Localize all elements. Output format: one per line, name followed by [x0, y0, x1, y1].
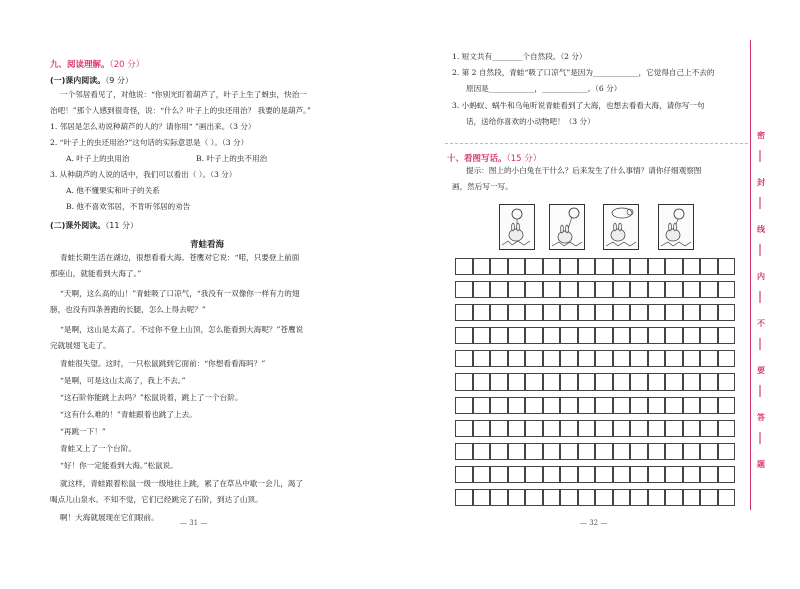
grid-cell[interactable] — [665, 489, 683, 506]
grid-cell[interactable] — [700, 281, 718, 298]
grid-cell[interactable] — [455, 420, 473, 437]
grid-cell[interactable] — [508, 373, 526, 390]
grid-cell[interactable] — [508, 327, 526, 344]
grid-cell[interactable] — [508, 258, 526, 275]
grid-cell[interactable] — [508, 281, 526, 298]
grid-cell[interactable] — [683, 350, 701, 367]
grid-cell[interactable] — [543, 281, 561, 298]
grid-cell[interactable] — [508, 443, 526, 460]
story-line: “天啊，这么高的山！”青蛙吸了口凉气，“我没有一双像你一样有力的翅 — [60, 289, 300, 298]
rabbit-balloon-floating-icon — [658, 204, 694, 250]
grid-cell[interactable] — [543, 466, 561, 483]
grid-cell[interactable] — [578, 304, 596, 321]
grid-cell[interactable] — [613, 466, 631, 483]
grid-cell[interactable] — [455, 281, 473, 298]
q3-option-a: A. 他不懂果实和叶子的关系 — [66, 186, 160, 195]
grid-cell[interactable] — [455, 350, 473, 367]
grid-cell[interactable] — [490, 466, 508, 483]
grid-cell[interactable] — [665, 466, 683, 483]
grid-cell[interactable] — [473, 489, 491, 506]
grid-cell[interactable] — [700, 327, 718, 344]
grid-cell[interactable] — [525, 304, 543, 321]
grid-cell[interactable] — [595, 373, 613, 390]
right-question-2: 2. 第 2 自然段，青蛙“吸了口凉气”是因为____________，它觉得自己上不去的 — [452, 68, 715, 77]
grid-cell[interactable] — [543, 443, 561, 460]
part1-question-2: 2. “叶子上的虫还用治?”这句话的实际意思是（ ）。（3 分） — [50, 138, 249, 147]
story-line: “是啊，可是这山太高了，我上不去。” — [60, 376, 186, 385]
grid-cell[interactable] — [718, 420, 736, 437]
grid-cell[interactable] — [473, 281, 491, 298]
grid-cell[interactable] — [648, 281, 666, 298]
grid-cell[interactable] — [665, 258, 683, 275]
grid-cell[interactable] — [560, 397, 578, 414]
grid-cell[interactable] — [595, 397, 613, 414]
grid-cell[interactable] — [560, 443, 578, 460]
sidebar-char: 内 — [757, 272, 765, 281]
grid-cell[interactable] — [683, 420, 701, 437]
part2-heading: (二)课外阅读。（11 分） — [50, 221, 139, 230]
grid-cell[interactable] — [490, 258, 508, 275]
grid-cell[interactable] — [700, 258, 718, 275]
grid-cell[interactable] — [613, 327, 631, 344]
grid-cell[interactable] — [718, 443, 736, 460]
sidebar-dash — [759, 338, 761, 350]
q2-option-a: A. 叶子上的虫用治 — [66, 154, 130, 163]
grid-cell[interactable] — [525, 373, 543, 390]
sidebar-dash — [759, 432, 761, 444]
grid-cell[interactable] — [578, 397, 596, 414]
grid-cell[interactable] — [473, 466, 491, 483]
grid-cell[interactable] — [718, 350, 736, 367]
grid-cell[interactable] — [473, 304, 491, 321]
grid-cell[interactable] — [613, 489, 631, 506]
grid-cell[interactable] — [665, 443, 683, 460]
grid-cell[interactable] — [613, 281, 631, 298]
grid-cell[interactable] — [525, 420, 543, 437]
grid-cell[interactable] — [473, 420, 491, 437]
grid-cell[interactable] — [630, 304, 648, 321]
grid-cell[interactable] — [613, 397, 631, 414]
sidebar-char: 线 — [757, 225, 765, 234]
grid-cell[interactable] — [525, 397, 543, 414]
grid-cell[interactable] — [718, 489, 736, 506]
grid-cell[interactable] — [700, 373, 718, 390]
grid-cell[interactable] — [595, 489, 613, 506]
grid-cell[interactable] — [648, 466, 666, 483]
part1-line: 治吧！”那个人感到很奇怪，说：“什么？叶子上的虫还用治？ 我要的是葫芦。” — [50, 106, 311, 115]
story-line: 青蛙又上了一个台阶。 — [60, 444, 136, 453]
grid-cell[interactable] — [648, 304, 666, 321]
grid-cell[interactable] — [613, 350, 631, 367]
story-line: “这石阶你能跳上去吗？”松鼠说着，跳上了一个台阶。 — [60, 393, 243, 402]
grid-cell[interactable] — [508, 420, 526, 437]
grid-cell[interactable] — [683, 443, 701, 460]
grid-cell[interactable] — [455, 373, 473, 390]
grid-cell[interactable] — [455, 489, 473, 506]
grid-cell[interactable] — [473, 373, 491, 390]
story-line: “好！你一定能看到大海。”松鼠说。 — [60, 461, 178, 470]
grid-cell[interactable] — [490, 373, 508, 390]
grid-cell[interactable] — [490, 304, 508, 321]
story-line: 青蛙很失望。这时，一只松鼠跳到它面前：“你想看看海吗？” — [60, 359, 266, 368]
writing-grid[interactable] — [455, 258, 735, 512]
grid-cell[interactable] — [648, 397, 666, 414]
grid-cell[interactable] — [525, 327, 543, 344]
sidebar-char: 封 — [757, 178, 765, 187]
part1-question-3: 3. 从种葫芦的人说的话中，我们可以看出（ ）。（3 分） — [50, 170, 237, 179]
grid-cell[interactable] — [595, 443, 613, 460]
grid-cell[interactable] — [683, 397, 701, 414]
grid-cell[interactable] — [473, 443, 491, 460]
grid-cell[interactable] — [490, 420, 508, 437]
grid-cell[interactable] — [490, 281, 508, 298]
right-question-3: 3. 小蚂蚁、蜗牛和乌龟听说青蛙看到了大海，也想去看看大海，请你写一句 — [452, 101, 705, 110]
grid-cell[interactable] — [630, 466, 648, 483]
grid-cell[interactable] — [473, 397, 491, 414]
grid-cell[interactable] — [700, 420, 718, 437]
grid-cell[interactable] — [648, 420, 666, 437]
grid-cell[interactable] — [648, 327, 666, 344]
grid-cell[interactable] — [613, 304, 631, 321]
story-line: 就这样，青蛙跟着松鼠一级一级地往上跳，累了在草丛中歇一会儿，渴了 — [60, 479, 303, 488]
grid-cell[interactable] — [648, 373, 666, 390]
grid-cell[interactable] — [665, 281, 683, 298]
sidebar-dash — [759, 385, 761, 397]
grid-cell[interactable] — [683, 281, 701, 298]
grid-cell[interactable] — [718, 466, 736, 483]
grid-cell[interactable] — [718, 258, 736, 275]
grid-cell[interactable] — [630, 258, 648, 275]
section-9-title: 九、阅读理解。（20 分） — [50, 60, 145, 70]
grid-cell[interactable] — [543, 304, 561, 321]
divider — [445, 143, 748, 144]
grid-cell[interactable] — [560, 489, 578, 506]
grid-cell[interactable] — [665, 373, 683, 390]
grid-cell[interactable] — [490, 489, 508, 506]
grid-cell[interactable] — [543, 489, 561, 506]
grid-cell[interactable] — [613, 443, 631, 460]
grid-cell[interactable] — [648, 443, 666, 460]
grid-cell[interactable] — [455, 397, 473, 414]
rabbit-with-balloon-2-icon — [549, 204, 585, 250]
grid-cell[interactable] — [630, 373, 648, 390]
grid-cell[interactable] — [578, 327, 596, 344]
q3-option-b: B. 他不喜欢邻居，不肯听邻居的劝告 — [66, 202, 191, 211]
grid-cell[interactable] — [718, 397, 736, 414]
sidebar-char: 不 — [757, 319, 765, 328]
story-line: 青蛙长期生活在湖边，很想看看大海。苍鹰对它说：“喏，只要登上前面 — [60, 253, 300, 262]
grid-cell[interactable] — [648, 258, 666, 275]
page-number-left: — 31 — — [180, 519, 208, 527]
grid-cell[interactable] — [665, 304, 683, 321]
grid-cell[interactable] — [665, 327, 683, 344]
grid-cell[interactable] — [543, 373, 561, 390]
grid-cell[interactable] — [455, 258, 473, 275]
story-line: “再跳一下！” — [60, 427, 106, 436]
story-line: “是啊，这山是太高了。不过你不登上山顶，怎么能看到大海呢？”苍鹰说 — [60, 325, 304, 334]
grid-cell[interactable] — [455, 443, 473, 460]
grid-cell[interactable] — [560, 350, 578, 367]
grid-cell[interactable] — [700, 466, 718, 483]
grid-cell[interactable] — [455, 304, 473, 321]
grid-cell[interactable] — [665, 350, 683, 367]
grid-cell[interactable] — [543, 258, 561, 275]
grid-cell[interactable] — [630, 281, 648, 298]
grid-cell[interactable] — [665, 420, 683, 437]
part1-line: 一个邻居看见了，对他说：“你别光盯着葫芦了，叶子上生了蚜虫，快治一 — [60, 90, 307, 99]
grid-cell[interactable] — [525, 350, 543, 367]
grid-cell[interactable] — [560, 466, 578, 483]
grid-cell[interactable] — [578, 373, 596, 390]
grid-cell[interactable] — [578, 350, 596, 367]
story-title: 青蛙看海 — [190, 240, 225, 250]
q2-option-b: B. 叶子上的虫不用治 — [196, 154, 268, 163]
grid-cell[interactable] — [613, 373, 631, 390]
sidebar-char: 要 — [757, 366, 765, 375]
grid-cell[interactable] — [473, 327, 491, 344]
grid-cell[interactable] — [665, 397, 683, 414]
grid-cell[interactable] — [648, 350, 666, 367]
grid-cell[interactable] — [560, 327, 578, 344]
grid-cell[interactable] — [578, 466, 596, 483]
grid-cell[interactable] — [630, 443, 648, 460]
grid-cell[interactable] — [718, 373, 736, 390]
grid-cell[interactable] — [595, 420, 613, 437]
grid-cell[interactable] — [700, 304, 718, 321]
grid-cell[interactable] — [595, 304, 613, 321]
sidebar-dash — [759, 150, 761, 162]
sidebar-dash — [759, 197, 761, 209]
part1-question-1: 1. 邻居是怎么劝说种葫芦的人的？请你用“ ”画出来。（3 分） — [50, 122, 256, 131]
grid-cell[interactable] — [455, 466, 473, 483]
grid-cell[interactable] — [578, 281, 596, 298]
grid-cell[interactable] — [595, 350, 613, 367]
grid-cell[interactable] — [700, 397, 718, 414]
right-question-2-cont: 原因是____________，____________。（6 分） — [466, 84, 622, 93]
part1-heading: (一)课内阅读。（9 分） — [50, 76, 133, 85]
story-line: 完就展翅飞走了。 — [50, 341, 111, 350]
grid-cell[interactable] — [683, 304, 701, 321]
grid-cell[interactable] — [683, 489, 701, 506]
grid-cell[interactable] — [508, 350, 526, 367]
grid-cell[interactable] — [525, 281, 543, 298]
grid-cell[interactable] — [525, 466, 543, 483]
grid-cell[interactable] — [595, 258, 613, 275]
grid-cell[interactable] — [473, 350, 491, 367]
story-line: 膀，也没有四条善跑的长腿，怎么上得去呢？” — [50, 305, 206, 314]
grid-cell[interactable] — [525, 489, 543, 506]
sidebar-char: 题 — [757, 460, 765, 469]
grid-cell[interactable] — [560, 373, 578, 390]
grid-cell[interactable] — [630, 397, 648, 414]
grid-cell[interactable] — [578, 489, 596, 506]
grid-cell[interactable] — [490, 443, 508, 460]
grid-cell[interactable] — [560, 258, 578, 275]
grid-cell[interactable] — [560, 420, 578, 437]
grid-cell[interactable] — [490, 327, 508, 344]
right-question-1: 1. 短文共有________个自然段。（2 分） — [452, 52, 587, 61]
sidebar-char: 答 — [757, 413, 765, 422]
grid-cell[interactable] — [595, 281, 613, 298]
grid-cell[interactable] — [508, 304, 526, 321]
grid-cell[interactable] — [683, 258, 701, 275]
rabbit-balloon-tree-icon — [603, 204, 639, 250]
writing-prompt: 提示：图上的小白兔在干什么？后来发生了什么事情？请你仔细观察图 — [466, 166, 702, 175]
section-10-title: 十、看图写话。（15 分） — [447, 154, 542, 164]
grid-cell[interactable] — [683, 373, 701, 390]
grid-cell[interactable] — [490, 350, 508, 367]
story-line: 那座山，就能看到大海了。” — [50, 269, 142, 278]
grid-cell[interactable] — [543, 420, 561, 437]
grid-cell[interactable] — [543, 397, 561, 414]
rabbit-with-balloon-1-icon — [499, 204, 535, 250]
grid-cell[interactable] — [490, 397, 508, 414]
story-line: 喝点儿山泉水。不知不觉，它们已经跳完了石阶，到达了山顶。 — [50, 495, 263, 504]
writing-prompt-cont: 画，然后写一写。 — [452, 182, 513, 191]
grid-cell[interactable] — [543, 327, 561, 344]
grid-cell[interactable] — [525, 258, 543, 275]
grid-cell[interactable] — [648, 489, 666, 506]
grid-cell[interactable] — [508, 489, 526, 506]
sidebar-dash — [759, 244, 761, 256]
grid-cell[interactable] — [718, 281, 736, 298]
grid-cell[interactable] — [578, 258, 596, 275]
grid-cell[interactable] — [578, 443, 596, 460]
grid-cell[interactable] — [508, 466, 526, 483]
grid-cell[interactable] — [700, 489, 718, 506]
grid-cell[interactable] — [718, 304, 736, 321]
sidebar-dash — [759, 291, 761, 303]
story-line: 啊！大海就展现在它们眼前。 — [60, 513, 159, 522]
grid-cell[interactable] — [630, 327, 648, 344]
right-question-3-cont: 话，送给你喜欢的小动物吧！（3 分） — [466, 117, 595, 126]
grid-cell[interactable] — [543, 350, 561, 367]
grid-cell[interactable] — [718, 327, 736, 344]
grid-cell[interactable] — [595, 327, 613, 344]
grid-cell[interactable] — [683, 466, 701, 483]
page-number-right: — 32 — — [580, 519, 608, 527]
grid-cell[interactable] — [595, 466, 613, 483]
grid-cell[interactable] — [560, 281, 578, 298]
grid-cell[interactable] — [455, 327, 473, 344]
grid-cell[interactable] — [613, 258, 631, 275]
grid-cell[interactable] — [630, 489, 648, 506]
grid-cell[interactable] — [700, 350, 718, 367]
sidebar-char: 密 — [757, 131, 765, 140]
seal-line-sidebar — [750, 40, 771, 510]
grid-cell[interactable] — [473, 258, 491, 275]
grid-cell[interactable] — [700, 443, 718, 460]
grid-cell[interactable] — [560, 304, 578, 321]
grid-cell[interactable] — [630, 420, 648, 437]
grid-cell[interactable] — [508, 397, 526, 414]
grid-cell[interactable] — [613, 420, 631, 437]
grid-cell[interactable] — [578, 420, 596, 437]
grid-cell[interactable] — [683, 327, 701, 344]
grid-cell[interactable] — [630, 350, 648, 367]
story-line: “这有什么难的！”青蛙跟着也跳了上去。 — [60, 410, 197, 419]
grid-cell[interactable] — [525, 443, 543, 460]
